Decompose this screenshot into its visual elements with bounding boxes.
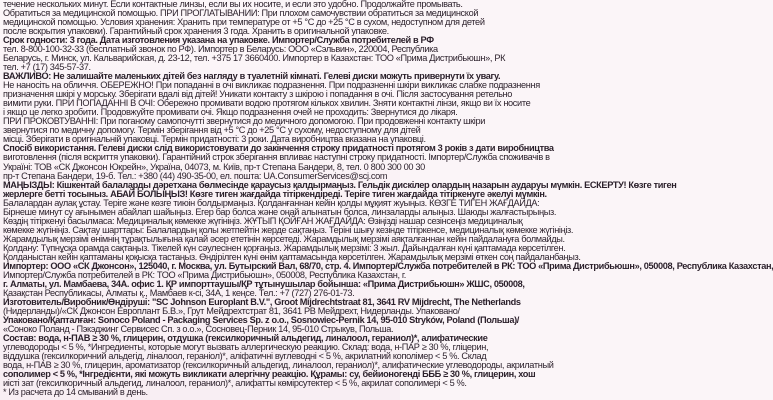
text-line: Україні: ТОВ «СК Джонсон Юкрейн», Україна, 04073, м. Київ, пр-т Степана Бандери, 8, тел. 0 800 300 00 30 [3,161,425,172]
text-line: Қолданыстан кейін қаптаманы қоқысқа тастаңыз. Өндірілген күні өнім қаптамасында көрсетілген. Жарамдылық мерзімі өткен соң пайдаланбаңыз. [3,251,581,262]
text-line: ПРИ ПРОКОВТУВАННІ: При поганому самопочутті звернутися до медичного допомогою. При продовженні контакту шкіри [3,116,486,127]
text-line: * Из расчета до 14 смываний в день. [3,387,148,398]
text-line: углеводороды < 5 %, *Ингредиенты, которые могут вызвать аллергическую реакцию. Склад: вода, н-ПАР ≥ 30 %, гліцерин, [3,342,489,353]
text-line: Изготовитель/Виробник/Өндіруші: "SC Johnson Europlant B.V.", Groot Mijdrechtstraat 81, 3641 RV Mijdrecht, The Netherlands [3,296,521,307]
text-line: жерлерге бетті тосыныз. АБАЙ БОЛЫҢЫЗ! Көзге тиген жағдайда тітіркендіреді. Теріге тиген жағдайда тітіркенуге әкелуі мүмкін. [3,188,547,199]
text-line: ВАЖЛИВО: Не залишайте маленьких дітей без нагляду в туалетній кімнаті. Гелеві диски можуть привернути їх увагу. [3,71,501,82]
text-line: Импортер/Служба потребителей в РК: ТОО «Прима Дистрибьюшн», 050008, Республика Казахстан, г. [3,269,406,280]
text-line: тел. +7 (17) 345-57-37. [3,62,91,73]
text-line: көмекке жүгініңіз. Сақтау шарттары: Балалардың қолы жетпейтін жерде сақтаңыз. Теріні шығу кезінде тітіркенсе, медициналық көмекке жүгініңіз. [3,224,574,235]
text-line: Қолдану: Түпнұсқа орамда сақтаңыз. Тікелей күн сәулесінен қорғаңыз. Жарамдылық мерзімі: 3 жыл. Дайындалған күні қаптамада көрсетілген. [3,242,566,253]
text-line: г. Алматы, ул. Мамбаева, 34А. офис 1. ҚР импорттаушы/ҚР тұтынушылар бойынша: «Прима Дистрибьюшн» ЖШС, 050008, [3,278,525,289]
text-line: вода, н-ПАВ ≥ 30 %, глицерин, ароматизатор (гексилкоричный альдегид, линалоол, гераниол)*, алифатические углеводороды, акрилатный [3,360,554,371]
text-line: місці. Зберігати в оригінальній упаковці. Термін придатності: 3 роки. Дата виробництва вказана на упаковці. [3,134,426,145]
text-line: Упаковано/Қапталған: Sonoco Poland - Packaging Services Sp. z o.o., Sosnowiec-Pernik 14, 95-010 Stryków, Poland (Польша)/ [3,315,520,326]
text-line: Қазақстан Республикасы, Алматы қ., Мамбаев к-сі, 34А, 1 кеңсе. Тел.: +7 (727) 276-01-73. [3,287,355,298]
text-line: Импортер: ООО «СК Джонсон», 125040, г. Москва, ул. Бутырский Вал, 68/70, стр. 4. Импортер/Служба потребителей в РК: ТОО «Прима Дистрибьюшн», 050008, Республика Казахстан, [3,260,773,271]
text-line: «Соноко Поланд - Пэкэджинг Сервисес Сп. з о.о.», Сосновец-Перник 14, 95-010 Стрыкув, Польша. [3,324,394,335]
text-line: вимити руки. ПРИ ПОПАДАННІ В ОЧІ: Обережно промивати водою протягом кількох хвилин. Зняти контактні лінзи, якщо ви їх носите [3,98,531,109]
text-line: медицинской помощью. Условия хранения: Хранить при температуре от +5 °C до +25 °C в сухом, недоступном для детей [3,17,485,28]
text-line: Жарамдылық мерзімі өнімнің тұрақтылығына қалай әсер ететінін көрсетеді. Жарамдылық мерзімі аяқталғаннан кейін пайдалануға болмайды. [3,233,565,244]
text-line: после вскрытия упаковки). Гарантийный срок хранения 3 года. Хранить в оригинальной упаковке. [3,26,389,37]
text-line: (Нидерланды)/«СК Джонсон Европлант Б.В.», Грут Мейдрехтстрат 81, 3641 РВ Мейдрехт, Нидерланды. Упаковано/ [3,305,460,316]
text-line: течение нескольких минут. Если контактные линзы, если вы их носите, и если это удобно. Продолжайте промывать. [3,0,463,9]
text-line: Срок годности: 3 года. Дата изготовления указана на упаковке. Импортер/Служба потребителей в РФ [3,35,434,46]
text-line: Көздің тітіркенуі басылмаса: Медициналық көмекке жүгініңіз. ЖҰТЫП ҚОЙҒАН ЖАҒДАЙДА: Өзіңізді нашар сезінсеңіз медициналық [3,215,523,226]
text-line: Беларусь, г. Минск, ул. Кальварийская, д. 23-12, тел. +375 17 3660400. Импортер в Казахстан: ТОО «Прима Дистрибьюшн», РК [3,53,506,64]
text-line: МАҢЫЗДЫ: Кішкентай балаларды дәретхана бөлмесінде қараусыз қалдырмаңыз. Гельдік дискілер олардың назарын аударуы мүмкін. ЕСКЕРТУ! Көзге тиген [3,179,677,190]
text-line: виготовлення (після вскриття упаковки). Гарантійний строк зберігання впливає наступні строку придатності. Імпортер/Служба споживачів в [3,152,550,163]
text-line: і якщо це легко зробити. Продовжуйте промивати очі. Якщо подразнення очей не проходить: Звернутися до лікаря. [3,107,458,118]
text-line: Балалардан аулақ ұстау. Теріге және көзге тиюін болдырмаңыз. Қолданғаннан кейін қолды мұқият жуыңыз. КӨЗГЕ ТИГЕН ЖАҒДАЙДА: [3,197,540,208]
text-line: Обратиться за медицинской помощью. ПРИ ПРОГЛАТЫВАНИИ: При плохом самочувствии обратиться за медицинской [3,8,479,19]
text-line: пр-т Степана Бандери, 19-б. Тел.: +380 (44) 490-35-00, ел. пошта: UA.ConsumerServices@scj.com [3,170,388,181]
text-line: призначення шкірі у морську. Зберігати вдалі від дітей! Уникати контакту з шкірою і попадання в очі. Після застосування ретельно [3,89,513,100]
text-line: Спосіб використання. Гелеві диски слід використовувати до закінчення строку придатності протягом 3 років з дати виробництва [3,143,554,154]
text-line: віддушка (гексилкоричний альдегід, ліналоол, гераніол)*, аліфатичні вуглеводні < 5 %, акрилатний кополімер < 5 %. Склад [3,351,487,362]
text-line: Бірнеше минут су ағынымен абайлап шайыңыз. Егер бар болса және оңай алынатын болса, линзаларды алыңыз. Шаюды жалғастырыңыз. [3,206,557,217]
text-line: Не наносіть на обличчя. ОБЕРЕЖНО! При попаданні в очі викликає подразнення. При подразненні шкіри викликає слабке подразнення [3,80,540,91]
text-line: иісті зат (гексилкоричный альдегид, линалоол, гераниол)*, алифатты көмірсутектер < 5 %, акрилат сополимері < 5 %. [3,378,467,389]
text-line: тел. 8-800-100-32-33 (бесплатный звонок по РФ). Импортер в Беларусь: ООО «Сэльвин», 220004, Республика [3,44,438,55]
text-line: сополимер < 5 %, *Інгредієнти, які можуть викликати алергічну реакцію. Құрамы: су, бейионогенді БББ ≥ 30 %, глицерин, хош [3,369,536,380]
text-line: звернутися по медичну допомогу. Термін зберігання від +5 °C до +25 °C у сухому, недоступному для дітей [3,125,421,136]
text-line: Состав: вода, н-ПАВ ≥ 30 %, глицерин, отдушка (гексилкоричный альдегид, линалоол, гераниол)*, алифатические [3,333,488,344]
